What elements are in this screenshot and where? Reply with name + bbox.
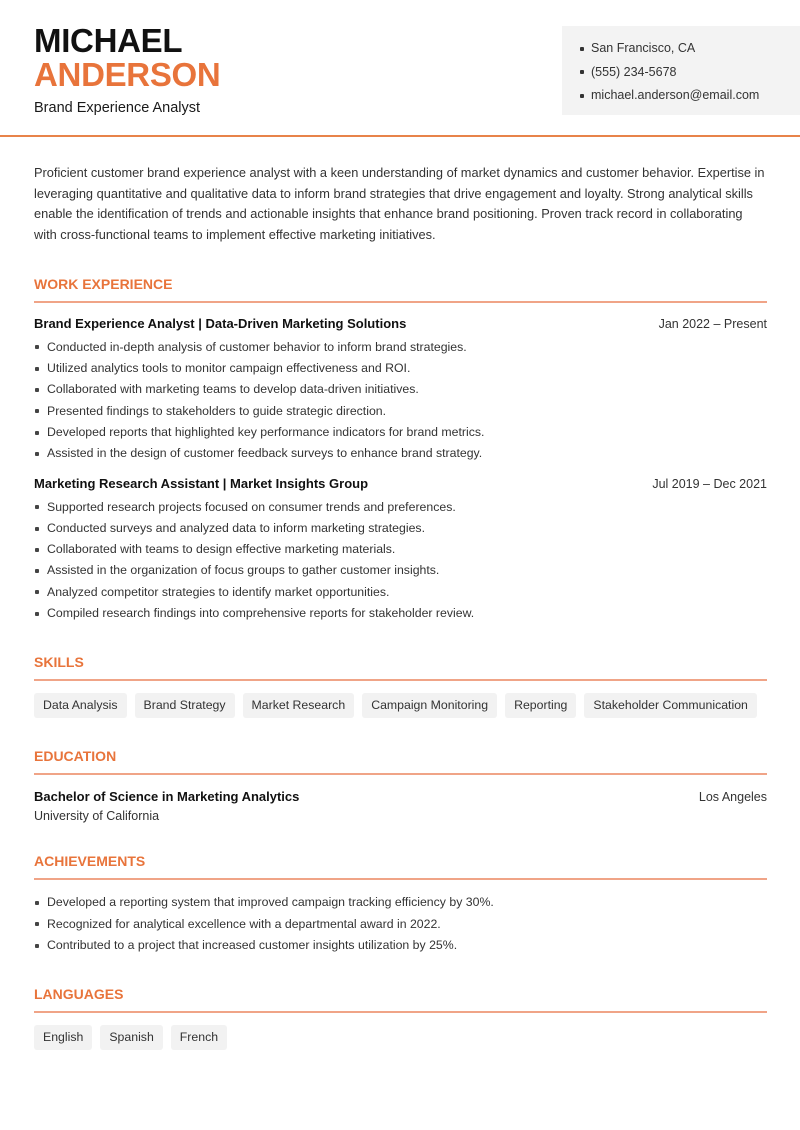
bullet-icon: [35, 367, 39, 371]
bullet-text: Collaborated with marketing teams to develop data-driven initiatives.: [47, 382, 419, 397]
list-item: [34, 560, 767, 581]
bullet-icon: [35, 590, 39, 594]
list-item: [34, 539, 767, 560]
location-text: San Francisco, CA: [591, 41, 696, 55]
phone-text: (555) 234-5678: [591, 64, 677, 79]
bullet-text: Supported research projects focused on consumer trends and preferences.: [47, 499, 456, 514]
bullet-text: Utilized analytics tools to monitor campaign effectiveness and ROI.: [47, 361, 411, 376]
list-item: [34, 337, 767, 358]
list-item: [34, 914, 767, 935]
job-bullets: [34, 497, 767, 625]
job-dates: Jul 2019 – Dec 2021: [652, 476, 767, 491]
list-item: [34, 422, 767, 443]
skill-chip: Stakeholder Communication: [584, 693, 756, 718]
section-heading-achievements: ACHIEVEMENTS: [34, 853, 767, 880]
languages-list: [34, 1025, 767, 1050]
bullet-text: Assisted in the organization of focus groups to gather customer insights.: [47, 563, 440, 578]
skill-chip: Brand Strategy: [135, 693, 235, 718]
work-experience-section: [34, 276, 767, 625]
first-name: MICHAEL: [34, 22, 183, 59]
bullet-icon: [580, 47, 584, 51]
skill-chip: Campaign Monitoring: [362, 693, 497, 718]
bullet-icon: [35, 548, 39, 552]
bullet-text: Presented findings to stakeholders to guide strategic direction.: [47, 403, 387, 418]
job-title: Marketing Research Assistant | Market Insights Group: [34, 475, 369, 491]
bullet-text: Recognized for analytical excellence with a departmental award in 2022.: [47, 916, 441, 931]
bullet-text: Conducted surveys and analyzed data to inform marketing strategies.: [47, 520, 425, 535]
bullet-icon: [35, 901, 39, 905]
bullet-text: Compiled research findings into comprehensive reports for stakeholder review.: [47, 606, 475, 621]
section-heading-skills: SKILLS: [34, 654, 767, 681]
language-chip: English: [34, 1025, 92, 1050]
name-block: [34, 24, 220, 116]
list-item: [34, 443, 767, 464]
list-item: [34, 497, 767, 518]
job-dates: Jan 2022 – Present: [658, 316, 767, 331]
language-chip: Spanish: [100, 1025, 162, 1050]
job-title: Brand Experience Analyst | Data-Driven Marketing Solutions: [34, 315, 407, 331]
languages-section: [34, 986, 767, 1050]
school-name: University of California: [34, 809, 160, 824]
bullet-text: Analyzed competitor strategies to identify market opportunities.: [47, 584, 390, 599]
bullet-icon: [35, 569, 39, 573]
contact-box: [562, 26, 800, 115]
email-text: michael.anderson@email.com: [591, 88, 760, 102]
degree: Bachelor of Science in Marketing Analytics: [34, 789, 300, 805]
list-item: [34, 401, 767, 422]
section-heading-education: EDUCATION: [34, 748, 767, 775]
bullet-text: Assisted in the design of customer feedback surveys to enhance brand strategy.: [47, 446, 483, 461]
resume-header: [0, 0, 800, 137]
last-name: ANDERSON: [34, 56, 221, 93]
contact-phone: [580, 61, 800, 85]
summary-paragraph: Proficient customer brand experience analyst with a keen understanding of market dynamics and customer behavior. Expertise in leveraging quantitative and qualitative data to inform brand strategies that drive engagement and loyalty. Strong analytical skills enable the identification of trends and actionable insights that enhance brand positioning. Proven track record in collaborating with cross-functional teams to implement effective marketing initiatives.: [34, 165, 765, 243]
headline-title: Brand Experience Analyst: [34, 100, 201, 116]
job-entry: [34, 316, 767, 465]
list-item: [34, 358, 767, 379]
bullet-icon: [35, 505, 39, 509]
achievements-list: [34, 892, 767, 956]
list-item: [34, 582, 767, 603]
job-header: [34, 476, 767, 491]
list-item: [34, 603, 767, 624]
job-bullets: [34, 337, 767, 465]
bullet-text: Developed reports that highlighted key performance indicators for brand metrics.: [47, 425, 485, 439]
bullet-text: Conducted in-depth analysis of customer behavior to inform brand strategies.: [47, 339, 467, 354]
list-item: [34, 379, 767, 400]
bullet-icon: [35, 409, 39, 413]
achievements-section: [34, 853, 767, 956]
bullet-icon: [35, 345, 39, 349]
education-entry: [34, 789, 767, 823]
bullet-icon: [35, 527, 39, 531]
skill-chip: Market Research: [243, 693, 355, 718]
section-heading-work: WORK EXPERIENCE: [34, 276, 767, 303]
job-header: [34, 316, 767, 331]
bullet-icon: [35, 431, 39, 435]
bullet-icon: [35, 944, 39, 948]
list-item: [34, 518, 767, 539]
skills-list: [34, 693, 767, 718]
bullet-icon: [35, 612, 39, 616]
skill-chip: Reporting: [505, 693, 576, 718]
list-item: [34, 935, 767, 956]
contact-location: [580, 37, 800, 61]
skills-section: [34, 654, 767, 718]
skill-chip: Data Analysis: [34, 693, 127, 718]
bullet-text: Collaborated with teams to design effective marketing materials.: [47, 542, 396, 557]
contact-email: [580, 84, 800, 108]
bullet-icon: [35, 388, 39, 392]
language-chip: French: [171, 1025, 227, 1050]
list-item: [34, 892, 767, 913]
education-section: [34, 748, 767, 823]
bullet-icon: [35, 922, 39, 926]
education-location: Los Angeles: [698, 790, 767, 805]
bullet-icon: [580, 94, 584, 98]
bullet-icon: [580, 70, 584, 74]
resume-body: [34, 163, 767, 1050]
education-header: [34, 789, 767, 804]
job-entry: [34, 476, 767, 625]
bullet-icon: [35, 452, 39, 456]
bullet-text: Contributed to a project that increased customer insights utilization by 25%.: [47, 937, 458, 952]
bullet-text: Developed a reporting system that improved campaign tracking efficiency by 30%.: [47, 895, 494, 910]
section-heading-languages: LANGUAGES: [34, 986, 767, 1013]
